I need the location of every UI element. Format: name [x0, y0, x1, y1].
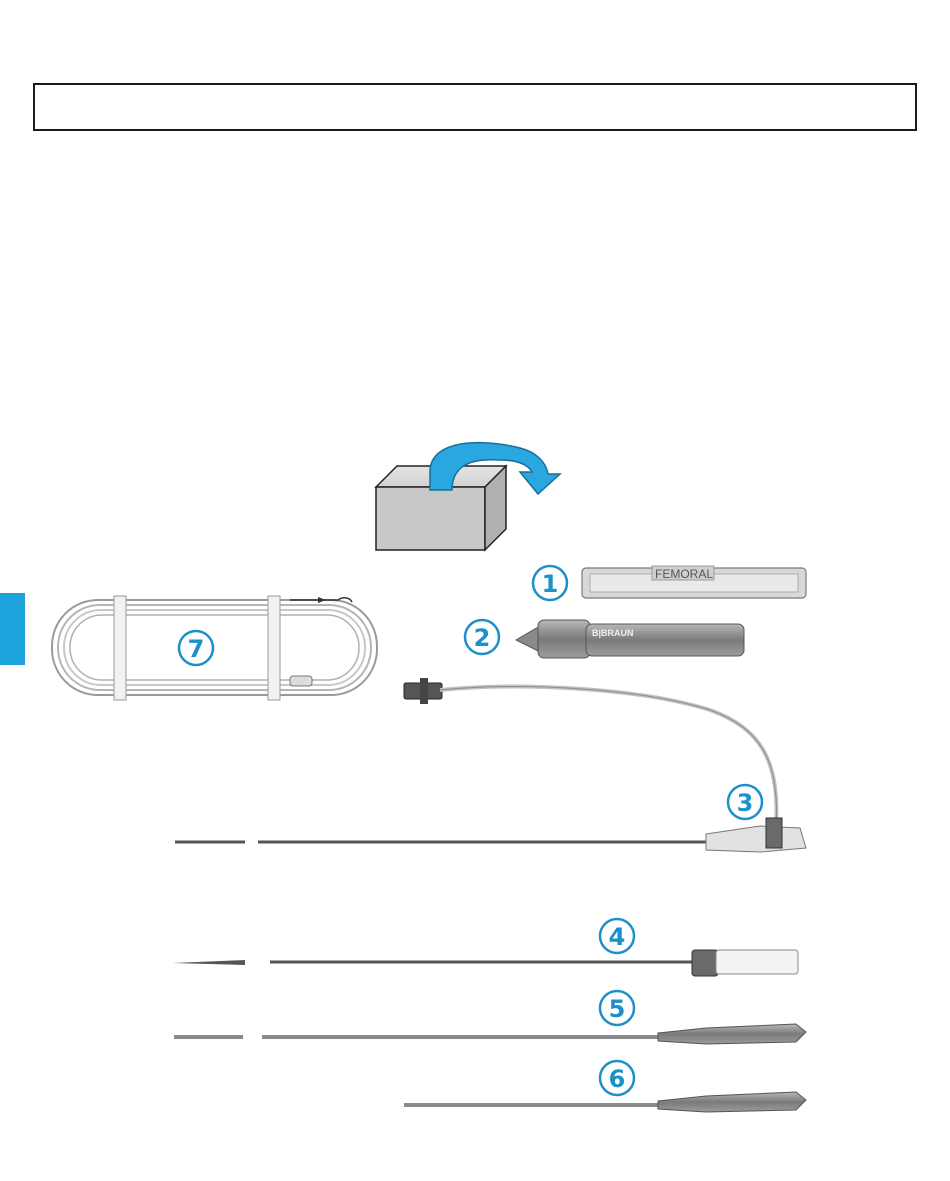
- label-5: [600, 991, 634, 1025]
- open-package-icon: [376, 443, 560, 550]
- label-6: [600, 1061, 634, 1095]
- svg-text:3: 3: [736, 789, 754, 817]
- svg-text:4: 4: [608, 923, 626, 951]
- brand-device: [516, 620, 744, 658]
- coiled-guidewire: [52, 596, 377, 700]
- svg-text:1: 1: [541, 570, 559, 598]
- femoral-clamp: [582, 566, 806, 598]
- svg-text:5: 5: [608, 995, 626, 1023]
- label-7: [179, 631, 213, 665]
- label-4: [600, 919, 634, 953]
- label-3: [728, 785, 762, 819]
- femoral-marking: FEMORAL: [655, 567, 714, 581]
- dilator-long: [174, 1024, 806, 1044]
- introducer-needle: [173, 950, 798, 976]
- brand-marking: B|BRAUN: [592, 628, 634, 638]
- svg-text:7: 7: [187, 635, 205, 663]
- dilator-short: [404, 1092, 806, 1112]
- label-1: [533, 566, 567, 600]
- svg-text:6: 6: [608, 1065, 626, 1093]
- catheter-assembly: [175, 678, 806, 852]
- label-2: [465, 620, 499, 654]
- svg-text:2: 2: [473, 624, 491, 652]
